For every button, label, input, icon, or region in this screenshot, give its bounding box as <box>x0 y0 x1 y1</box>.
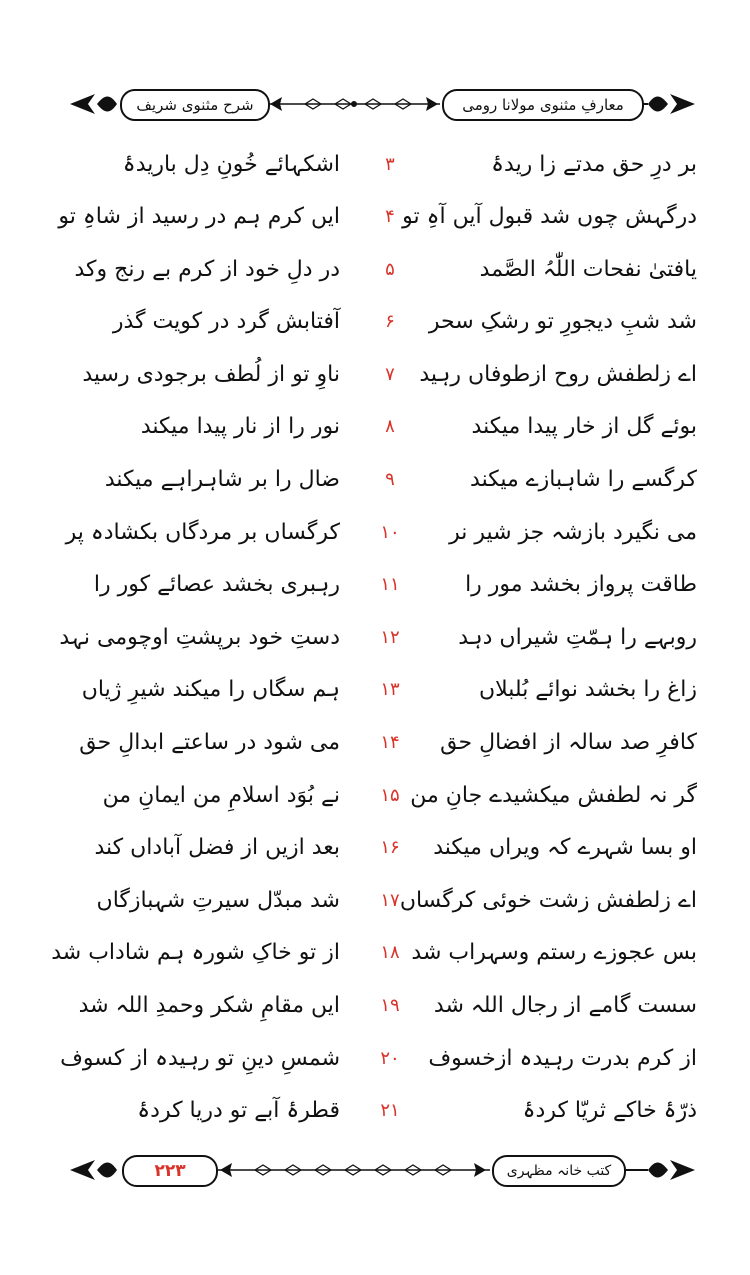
verse-left-hemistich: ایں کرم ہم در رسید از شاہِ تو <box>58 204 340 230</box>
verse-left-hemistich: ناوِ تو از لُطف برجودی رسید <box>82 361 340 387</box>
verse-number: ۱۲ <box>380 626 400 648</box>
verse-left-hemistich: شد مبدّل سیرتِ شہبازگاں <box>96 887 340 913</box>
verse-right-hemistich: یافتیٰ نفحات اللّٰہُ الصَّمد <box>479 256 697 282</box>
verse-left-hemistich: ہم سگاں را میکند شیرِ ژیاں <box>81 677 340 703</box>
verse-number: ۱۶ <box>380 837 400 859</box>
book-subtitle: شرح مثنوی شریف <box>120 89 270 121</box>
verse-row <box>70 350 700 403</box>
verse-right-hemistich: او بسا شہرے کہ ویراں میکند <box>433 835 697 861</box>
footer-band <box>70 1152 695 1188</box>
verse-left-hemistich: دستِ خود برپشتِ اوچومی نہد <box>59 624 340 650</box>
verse-number: ۲۰ <box>380 1047 400 1069</box>
verse-number: ۱۳ <box>380 679 400 701</box>
book-title: معارفِ مثنوی مولانا رومی <box>442 89 644 121</box>
verse-left-hemistich: از تو خاکِ شورہ ہم شاداب شد <box>51 940 340 966</box>
verse-number: ۱۹ <box>380 995 400 1016</box>
verse-list <box>51 140 700 1139</box>
verse-left-hemistich: ایں مقامِ شکر وحمدِ اللہ شد <box>78 993 340 1018</box>
verse-row <box>70 298 700 351</box>
verse-number: ۱۴ <box>380 732 400 754</box>
verse-right-hemistich: طاقت پرواز بخشد مور را <box>465 572 697 598</box>
verse-left-hemistich: اشکہائے خُونِ دِل باریدۂ <box>122 151 340 177</box>
verse-left-hemistich: بعد ازیں از فضل آباداں کند <box>94 835 340 861</box>
verse-number: ۱۵ <box>380 784 400 806</box>
verse-right-hemistich: درگہش چوں شد قبول آیں آہِ تو <box>402 204 697 230</box>
verse-left-hemistich: نور را از نار پیدا میکند <box>140 414 340 440</box>
verse-left-hemistich: قطرۂ آبے تو دریا کردۂ <box>137 1098 340 1124</box>
verse-right-hemistich: زاغ را بخشد نوائے بُلبلاں <box>478 677 697 703</box>
verse-row <box>70 824 700 877</box>
verse-row <box>59 613 700 666</box>
verse-row <box>70 666 700 719</box>
verse-left-hemistich: رہبری بخشد عصائے کور را <box>93 572 340 598</box>
verse-right-hemistich: بر درِ حق مدتے زا ریدۂ <box>491 151 697 177</box>
verse-left-hemistich: نے بُوَد اسلامِ من ایمانِ من <box>102 782 340 808</box>
verse-right-hemistich: از کرم بدرت رہیدہ ازخسوف <box>428 1045 697 1071</box>
verse-number: ۸ <box>385 416 395 438</box>
verse-number: ۶ <box>385 311 395 333</box>
verse-row <box>70 719 700 772</box>
verse-row <box>70 561 700 614</box>
verse-right-hemistich: می نگیرد بازشہ جز شیر نر <box>449 519 697 545</box>
verse-number: ۱۸ <box>380 942 400 964</box>
verse-left-hemistich: شمسِ دینِ تو رہیدہ از کسوف <box>60 1045 340 1071</box>
verse-row <box>51 929 700 982</box>
verse-right-hemistich: ذرّۂ خاکے ثریّا کردۂ <box>522 1098 697 1124</box>
verse-right-hemistich: اے زلطفش زشت خوئی کرگساں <box>399 887 697 913</box>
verse-right-hemistich: کرگسے را شاہبازے میکند <box>470 467 697 493</box>
publisher-name: کتب خانہ مظہری <box>492 1155 626 1187</box>
verse-number: ۷ <box>385 363 395 385</box>
verse-row <box>70 876 700 929</box>
verse-number: ۹ <box>385 469 395 491</box>
verse-right-hemistich: کافرِ صد سالہ از افضالِ حق <box>440 730 697 756</box>
page-number: ۲۲۳ <box>122 1155 218 1187</box>
verse-number: ۱۱ <box>380 574 400 596</box>
verse-left-hemistich: می شود در ساعتے ابدالِ حق <box>79 730 340 756</box>
verse-left-hemistich: ضال را بر شاہراہے میکند <box>104 467 340 493</box>
verse-left-hemistich: کرگساں بر مردگاں بکشادہ پر <box>65 519 340 545</box>
verse-number: ۵ <box>385 258 395 280</box>
verse-left-hemistich: در دلِ خود از کرم بے رنج وکد <box>74 256 340 282</box>
verse-right-hemistich: بوئے گل از خار پیدا میکند <box>471 414 697 440</box>
verse-number: ۴ <box>385 206 395 228</box>
verse-left-hemistich: آفتابش گرد در کویت گذر <box>112 309 340 335</box>
verse-row <box>60 1034 700 1087</box>
verse-row <box>70 771 700 824</box>
verse-right-hemistich: گر نہ لطفش میکشیدے جانِ من <box>410 782 697 808</box>
verse-right-hemistich: روبہے را ہمّتِ شیراں دہد <box>458 624 697 650</box>
header-band <box>70 86 695 122</box>
verse-number: ۳ <box>385 153 395 175</box>
verse-row <box>70 982 700 1035</box>
verse-right-hemistich: اے زلطفش روح ازطوفاں رہید <box>419 361 697 387</box>
verse-row <box>70 1087 700 1140</box>
verse-row <box>70 403 700 456</box>
verse-number: ۱۷ <box>380 889 400 911</box>
verse-row <box>70 140 700 193</box>
verse-row <box>70 456 700 509</box>
verse-number: ۲۱ <box>380 1100 400 1122</box>
verse-row <box>58 193 700 246</box>
verse-row <box>65 508 700 561</box>
verse-row <box>70 245 700 298</box>
verse-right-hemistich: بس عجوزے رستم وسہراب شد <box>411 940 697 966</box>
verse-right-hemistich: شد شبِ دیجورِ تو رشکِ سحر <box>428 309 697 335</box>
verse-number: ۱۰ <box>380 521 400 543</box>
verse-right-hemistich: سست گامے از رجال اللہ شد <box>433 993 697 1018</box>
